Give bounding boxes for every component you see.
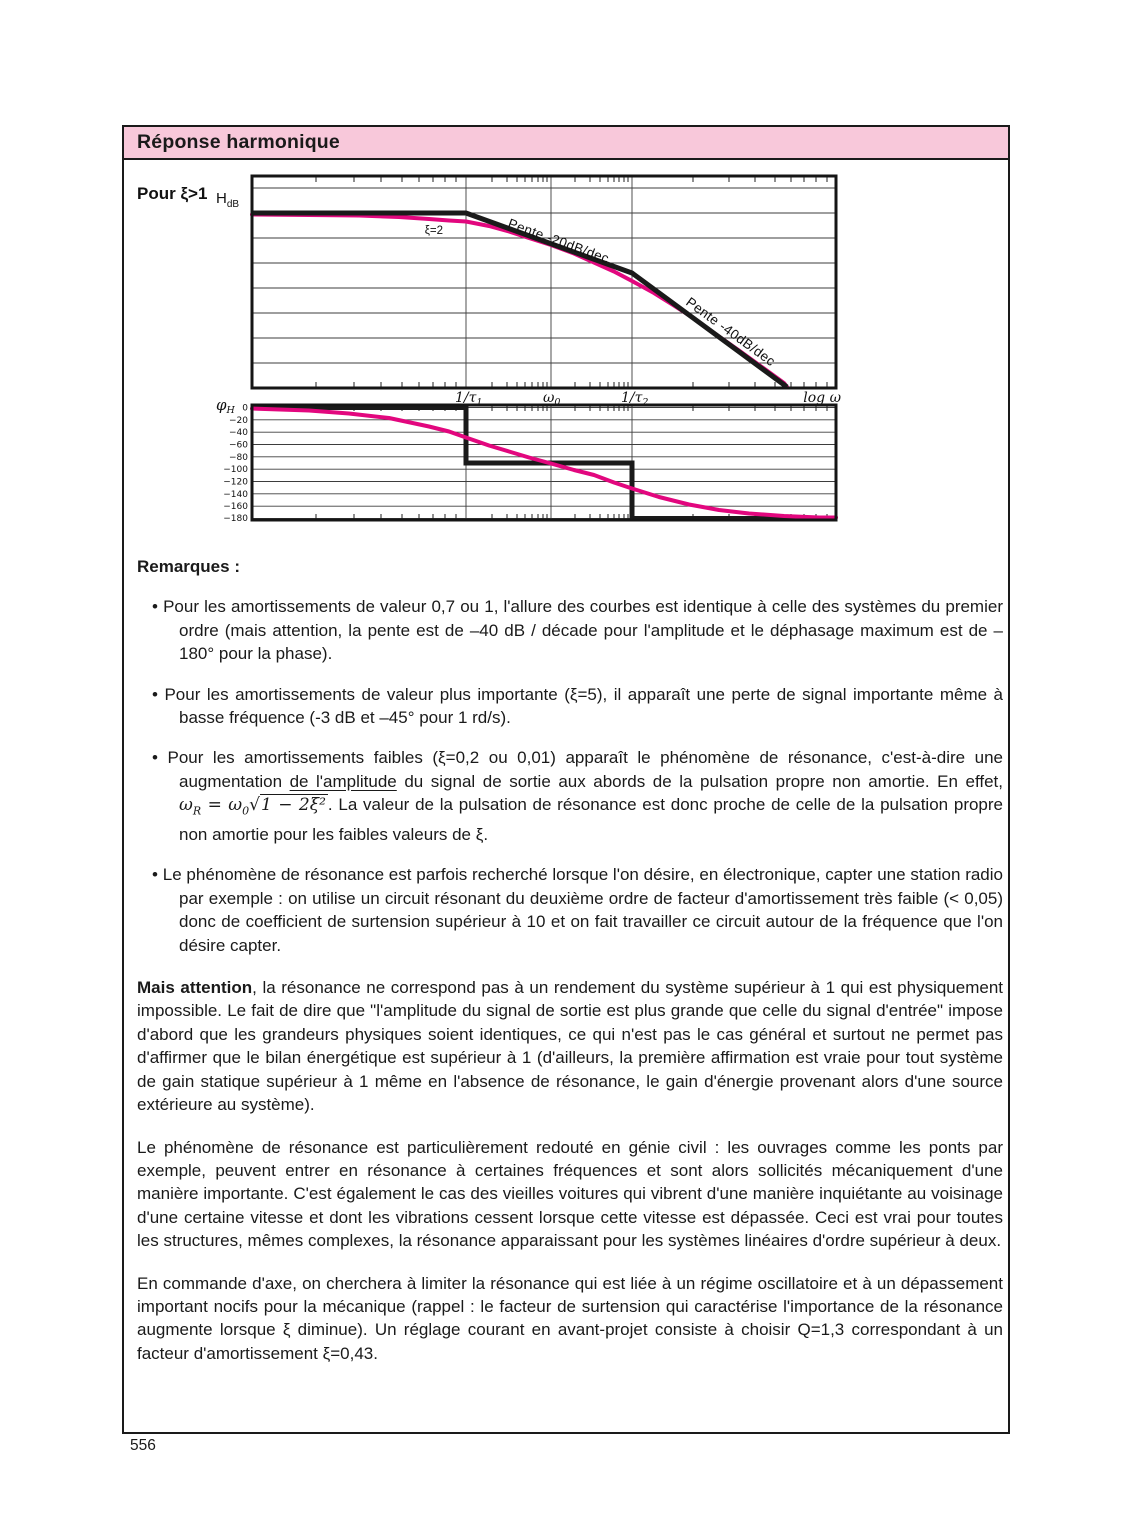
xtick-omega0: $\omega_0$ <box>543 390 561 408</box>
phase-ytick-labels <box>223 404 248 525</box>
slope-20db-label: Pente -20dB/dec <box>505 215 612 267</box>
magnitude-asymptote <box>252 213 787 387</box>
svg-text:−100: −100 <box>223 465 248 476</box>
phase-ylabel: $\varphi_H$ <box>216 396 235 416</box>
svg-text:−120: −120 <box>223 477 248 488</box>
body-text <box>137 555 1003 1384</box>
magnitude-response-curve <box>252 215 787 388</box>
xtick-1-over-tau2: $1/\tau_2$ <box>621 390 649 408</box>
svg-text:0: 0 <box>242 403 248 414</box>
resonance-pulsation-formula: $\omega_R = \omega_0√1 - 2\xi^2$ <box>179 795 326 818</box>
page-number: 556 <box>130 1437 156 1454</box>
radical-sign: √ <box>249 795 260 816</box>
condition-label: Pour ξ>1 <box>137 184 208 203</box>
paragraph-commande-axe: En commande d'axe, on cherchera à limiter la résonance qui est liée à un régime oscillatoire et à un dépassement important nocifs pour la mécanique (rappel : le facteur de surtension qui caractérise l'importance de la résonance augmente lorsque ξ diminue). Un réglage courant en avant-projet consiste à choisir Q=1,3 correspondant à un facteur d'amortissement ξ=0,43. <box>137 1273 1003 1363</box>
paragraph-genie-civil: Le phénomène de résonance est particulièrement redouté en génie civil : les ouvrages comme les ponts par exemple, peuvent entrer en résonance à certaines fréquences et sont alors sollicités mécaniquement d'une manière importante. C'est également le cas des vieilles voitures qui vibrent d'une manière inquiétante au voisinage d'une certaine vitesse et dont les vibrations cessent lorsque cette vitesse est dépassée. Ceci est vrai pour toutes les structures, mêmes complexes, la résonance apparaissant pour les systèmes linéaires d'ordre supérieur à deux. <box>137 1137 1003 1251</box>
slope-40db-label: Pente -40dB/dec <box>683 294 779 370</box>
bullet-glyph: • <box>152 865 158 885</box>
header-band <box>124 127 1008 160</box>
svg-text:−180: −180 <box>223 514 248 524</box>
svg-text:−80: −80 <box>229 452 248 463</box>
remark-bullet-1: • Pour les amortissements de valeur 0,7 ou 1, l'allure des courbes est identique à celle des systèmes du premier ordre (mais attention, la pente est de –40 dB / décade pour l'amplitude et le déphasage maximum est de –180° pour la phase). <box>152 597 1003 664</box>
xtick-1-over-tau1: $1/\tau_1$ <box>455 390 483 408</box>
xlabel-log-omega: log ω <box>803 390 841 406</box>
svg-text:−160: −160 <box>223 502 248 513</box>
svg-text:−140: −140 <box>223 489 248 500</box>
radicand: 1 − 2ξ² <box>261 795 326 816</box>
svg-text:−40: −40 <box>229 428 248 439</box>
remark-bullet-3: • Pour les amortissements faibles (ξ=0,2 ou 0,01) apparaît le phénomène de résonance, c'est-à-dire une augmentation de l'amplitude du signal de sortie aux abords de la pulsation propre non amortie. En effet, $\omega_R = \omega_0√1 - 2\xi^2$ . La valeur de la pulsation de résonance est donc proche de celle de la pulsation propre non amortie pour les faibles valeurs de ξ. <box>152 748 1004 845</box>
paragraph-mais-attention: Mais attention, la résonance ne correspond pas à un rendement du système supérieur à 1 qui est physiquement impossible. Le fait de dire que "l'amplitude du signal de sortie est plus grande que celle du signal d'entrée" impose d'abord que les grandeurs physiques soient identiques, ce qui n'est pas le cas général et surtout ne permet pas d'affirmer que le bilan énergétique est supérieur à 1 (d'ailleurs, la première affirmation est vraie pour tout système de gain statique supérieur à 1 même en l'absence de résonance, le gain d'énergie provenant alors d'une source extérieure au système). <box>137 978 1004 1115</box>
content-box <box>122 125 1010 1434</box>
magnitude-plot <box>137 176 836 388</box>
paragraph-lead: Mais attention <box>137 978 253 998</box>
bullet-glyph: • <box>152 597 158 617</box>
bullet-glyph: • <box>152 748 158 768</box>
magnitude-bottom-ticks <box>316 382 827 387</box>
phase-response-curve <box>252 409 836 518</box>
bullet-glyph: • <box>152 684 158 704</box>
remark-bullet-4: • Le phénomène de résonance est parfois recherché lorsque l'on désire, en électronique, capter une station radio par exemple : on utilise un circuit résonant du deuxième ordre de facteur d'amortissement très faible (< 0,05) donc de coefficient de surtension supérieur à 10 et on fait travailler ce circuit autour de la fréquence que l'on désire capter. <box>152 865 1003 955</box>
remark-bullet-2: • Pour les amortissements de valeur plus importante (ξ=5), il apparaît une perte de signal importante même à basse fréquence (-3 dB et –45° pour 1 rd/s). <box>152 684 1003 728</box>
magnitude-top-ticks <box>316 177 827 182</box>
svg-text:−20: −20 <box>229 415 248 426</box>
magnitude-ylabel: $H_{dB}$ <box>216 190 240 210</box>
page-title: Réponse harmonique <box>137 131 340 153</box>
bode-figure <box>129 163 1009 555</box>
phase-plot <box>216 396 836 524</box>
remarks-heading: Remarques : <box>137 557 240 576</box>
xi-equals-2-label: ξ=2 <box>424 225 443 237</box>
svg-text:−60: −60 <box>229 440 248 451</box>
underlined-amplitude: de l'amplitude <box>289 771 397 791</box>
